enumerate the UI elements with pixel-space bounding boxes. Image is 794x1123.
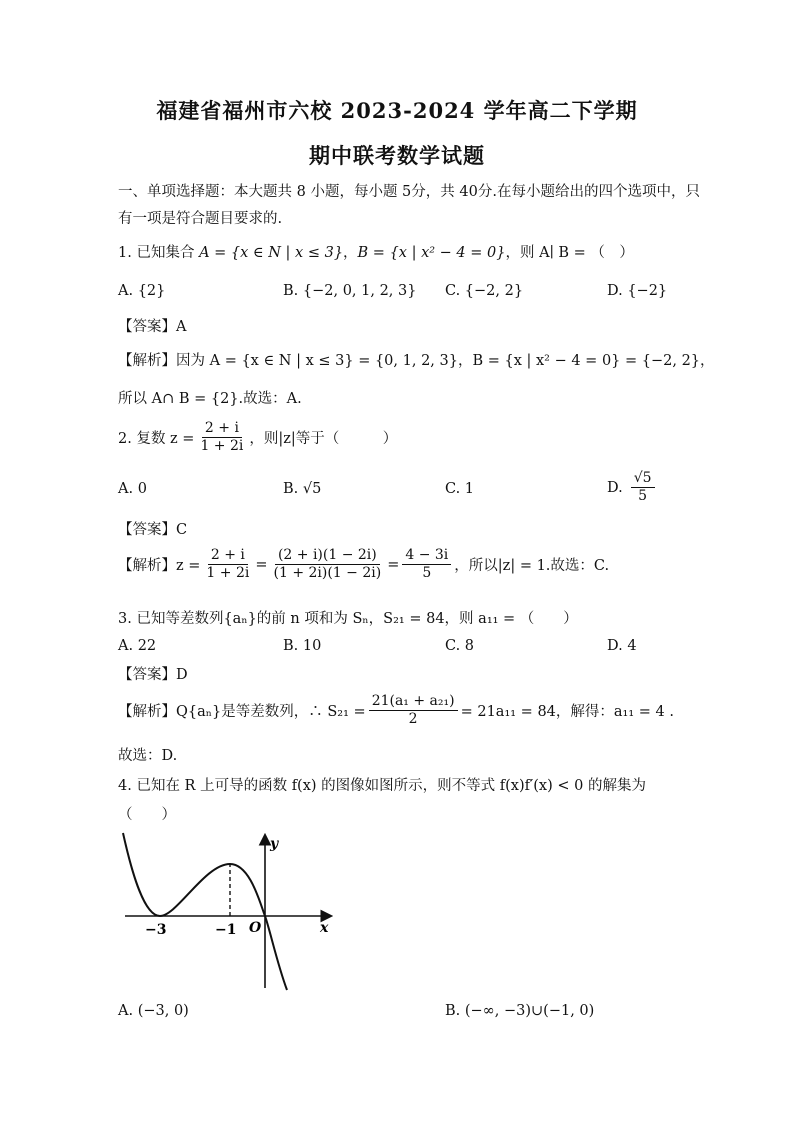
q1-option-c: C. {−2, 2} bbox=[445, 283, 524, 299]
q2-analysis-f1-num: 2 + i bbox=[208, 547, 248, 565]
q2-analysis-fraction-1 bbox=[203, 547, 252, 582]
question-4-stem-line-2: （ ） bbox=[118, 807, 176, 823]
q4-option-b: B. (−∞, −3)∪(−1, 0) bbox=[445, 1003, 595, 1019]
q2-answer: 【答案】C bbox=[118, 522, 188, 538]
q3-answer: 【答案】D bbox=[118, 667, 188, 683]
q1-answer: 【答案】A bbox=[118, 319, 187, 335]
section-intro-line-1: 一、单项选择题：本大题共 8 小题，每小题 5分，共 40分.在每小题给出的四个选项中，只 bbox=[118, 184, 700, 200]
q3-analysis-tail: = 21a₁₁ = 84，解得：a₁₁ = 4 . bbox=[460, 704, 674, 720]
q2-analysis-fraction-3 bbox=[402, 547, 451, 582]
q2-option-d-numerator: √5 bbox=[631, 470, 655, 488]
origin-label: O bbox=[249, 920, 262, 936]
q2-frac-denominator: 1 + 2i bbox=[200, 438, 244, 454]
q1-analysis-line-1: 【解析】因为 A = {x ∈ N | x ≤ 3} = {0, 1, 2, 3}，B = {x | x² − 4 = 0} = {−2, 2}， bbox=[118, 353, 715, 369]
q2-option-a: A. 0 bbox=[118, 481, 147, 497]
question-4-stem-line-1: 4. 已知在 R 上可导的函数 f(x) 的图像如图所示，则不等式 f(x)f′(x) < 0 的解集为 bbox=[118, 778, 646, 794]
q1-stem-tail: ，则 A∣ B = （ ） bbox=[505, 245, 634, 261]
q2-analysis-f2-den: (1 + 2i)(1 − 2i) bbox=[273, 565, 382, 581]
y-axis-label: y bbox=[270, 836, 279, 852]
q2-analysis-f1-den: 1 + 2i bbox=[206, 565, 250, 581]
q3-analysis-den: 2 bbox=[408, 711, 418, 727]
q2-option-d-denominator: 5 bbox=[638, 488, 648, 504]
question-2-stem bbox=[118, 420, 397, 455]
q2-analysis: 【解析】z = $\frac{2 + i}{1 + 2i}$ = $\frac{(2 + i)(1 - 2i)}{(1 + 2i)(1 - 2i)}$ = $\frac{4 - 3i}{5}$ ，所以|z| = 1.故选：C. bbox=[118, 547, 610, 581]
q2-fraction bbox=[197, 420, 246, 455]
q2-analysis-f3-num: 4 − 3i bbox=[402, 547, 451, 565]
q1-analysis-line-2: 所以 A∩ B = {2}.故选：A. bbox=[118, 391, 302, 407]
x-axis-label: x bbox=[320, 920, 329, 936]
function-curve bbox=[123, 833, 287, 990]
q3-option-a: A. 22 bbox=[118, 638, 157, 654]
q1-set-a: A = {x ∈ N | x ≤ 3} bbox=[199, 245, 344, 261]
q1-option-a: A. {2} bbox=[118, 283, 166, 299]
q2-analysis-lead: 【解析】z = bbox=[118, 558, 201, 574]
q3-analysis-fraction bbox=[369, 693, 458, 728]
q2-analysis-f3-den: 5 bbox=[422, 565, 432, 581]
q2-analysis-fraction-2 bbox=[271, 547, 385, 582]
tick-label-neg3: −3 bbox=[145, 922, 167, 938]
q2-option-b: B. √5 bbox=[283, 481, 322, 497]
q2-option-d-label: D. bbox=[607, 479, 623, 496]
q1-option-d: D. {−2} bbox=[607, 283, 668, 299]
q1-stem-lead: 1. 已知集合 bbox=[118, 245, 200, 261]
q2-option-d-fraction bbox=[631, 470, 655, 505]
q3-option-c: C. 8 bbox=[445, 638, 475, 654]
section-intro-line-2: 有一项是符合题目要求的. bbox=[118, 211, 283, 227]
q3-analysis-lead: 【解析】Q{aₙ}是等差数列，∴ S₂₁ = bbox=[118, 704, 366, 720]
q3-analysis-num: 21(a₁ + a₂₁) bbox=[369, 693, 458, 711]
q1-option-b: B. {−2, 0, 1, 2, 3} bbox=[283, 283, 417, 299]
q2-option-d bbox=[607, 470, 658, 505]
q2-stem-lead: 2. 复数 z = bbox=[118, 431, 195, 447]
q3-analysis bbox=[118, 693, 674, 728]
function-graph bbox=[115, 828, 340, 993]
q3-analysis-line-2: 故选：D. bbox=[118, 748, 178, 764]
q3-option-d: D. 4 bbox=[607, 638, 637, 654]
q4-option-a: A. (−3, 0) bbox=[118, 1003, 189, 1019]
q2-frac-numerator: 2 + i bbox=[202, 420, 242, 438]
question-1-stem: 1. 已知集合 A = {x ∈ N | x ≤ 3}，B = {x | x² − 4 = 0}，则 A∣ B = （ ） bbox=[118, 245, 634, 261]
q2-option-c: C. 1 bbox=[445, 481, 475, 497]
q1-set-b: B = {x | x² − 4 = 0} bbox=[357, 245, 506, 261]
title-line-1: 福建省福州市六校 2023-2024 学年高二下学期 bbox=[156, 98, 638, 123]
tick-label-neg1: −1 bbox=[215, 922, 237, 938]
q3-option-b: B. 10 bbox=[283, 638, 322, 654]
title-line-2: 期中联考数学试题 bbox=[309, 143, 485, 168]
question-3-stem: 3. 已知等差数列{aₙ}的前 n 项和为 Sₙ，S₂₁ = 84，则 a₁₁ = （ ） bbox=[118, 611, 578, 627]
q2-analysis-f2-num: (2 + i)(1 − 2i) bbox=[275, 547, 380, 565]
q2-analysis-tail: ，所以|z| = 1.故选：C. bbox=[454, 558, 610, 574]
q2-stem-tail: ，则|z|等于（ ） bbox=[249, 431, 398, 447]
